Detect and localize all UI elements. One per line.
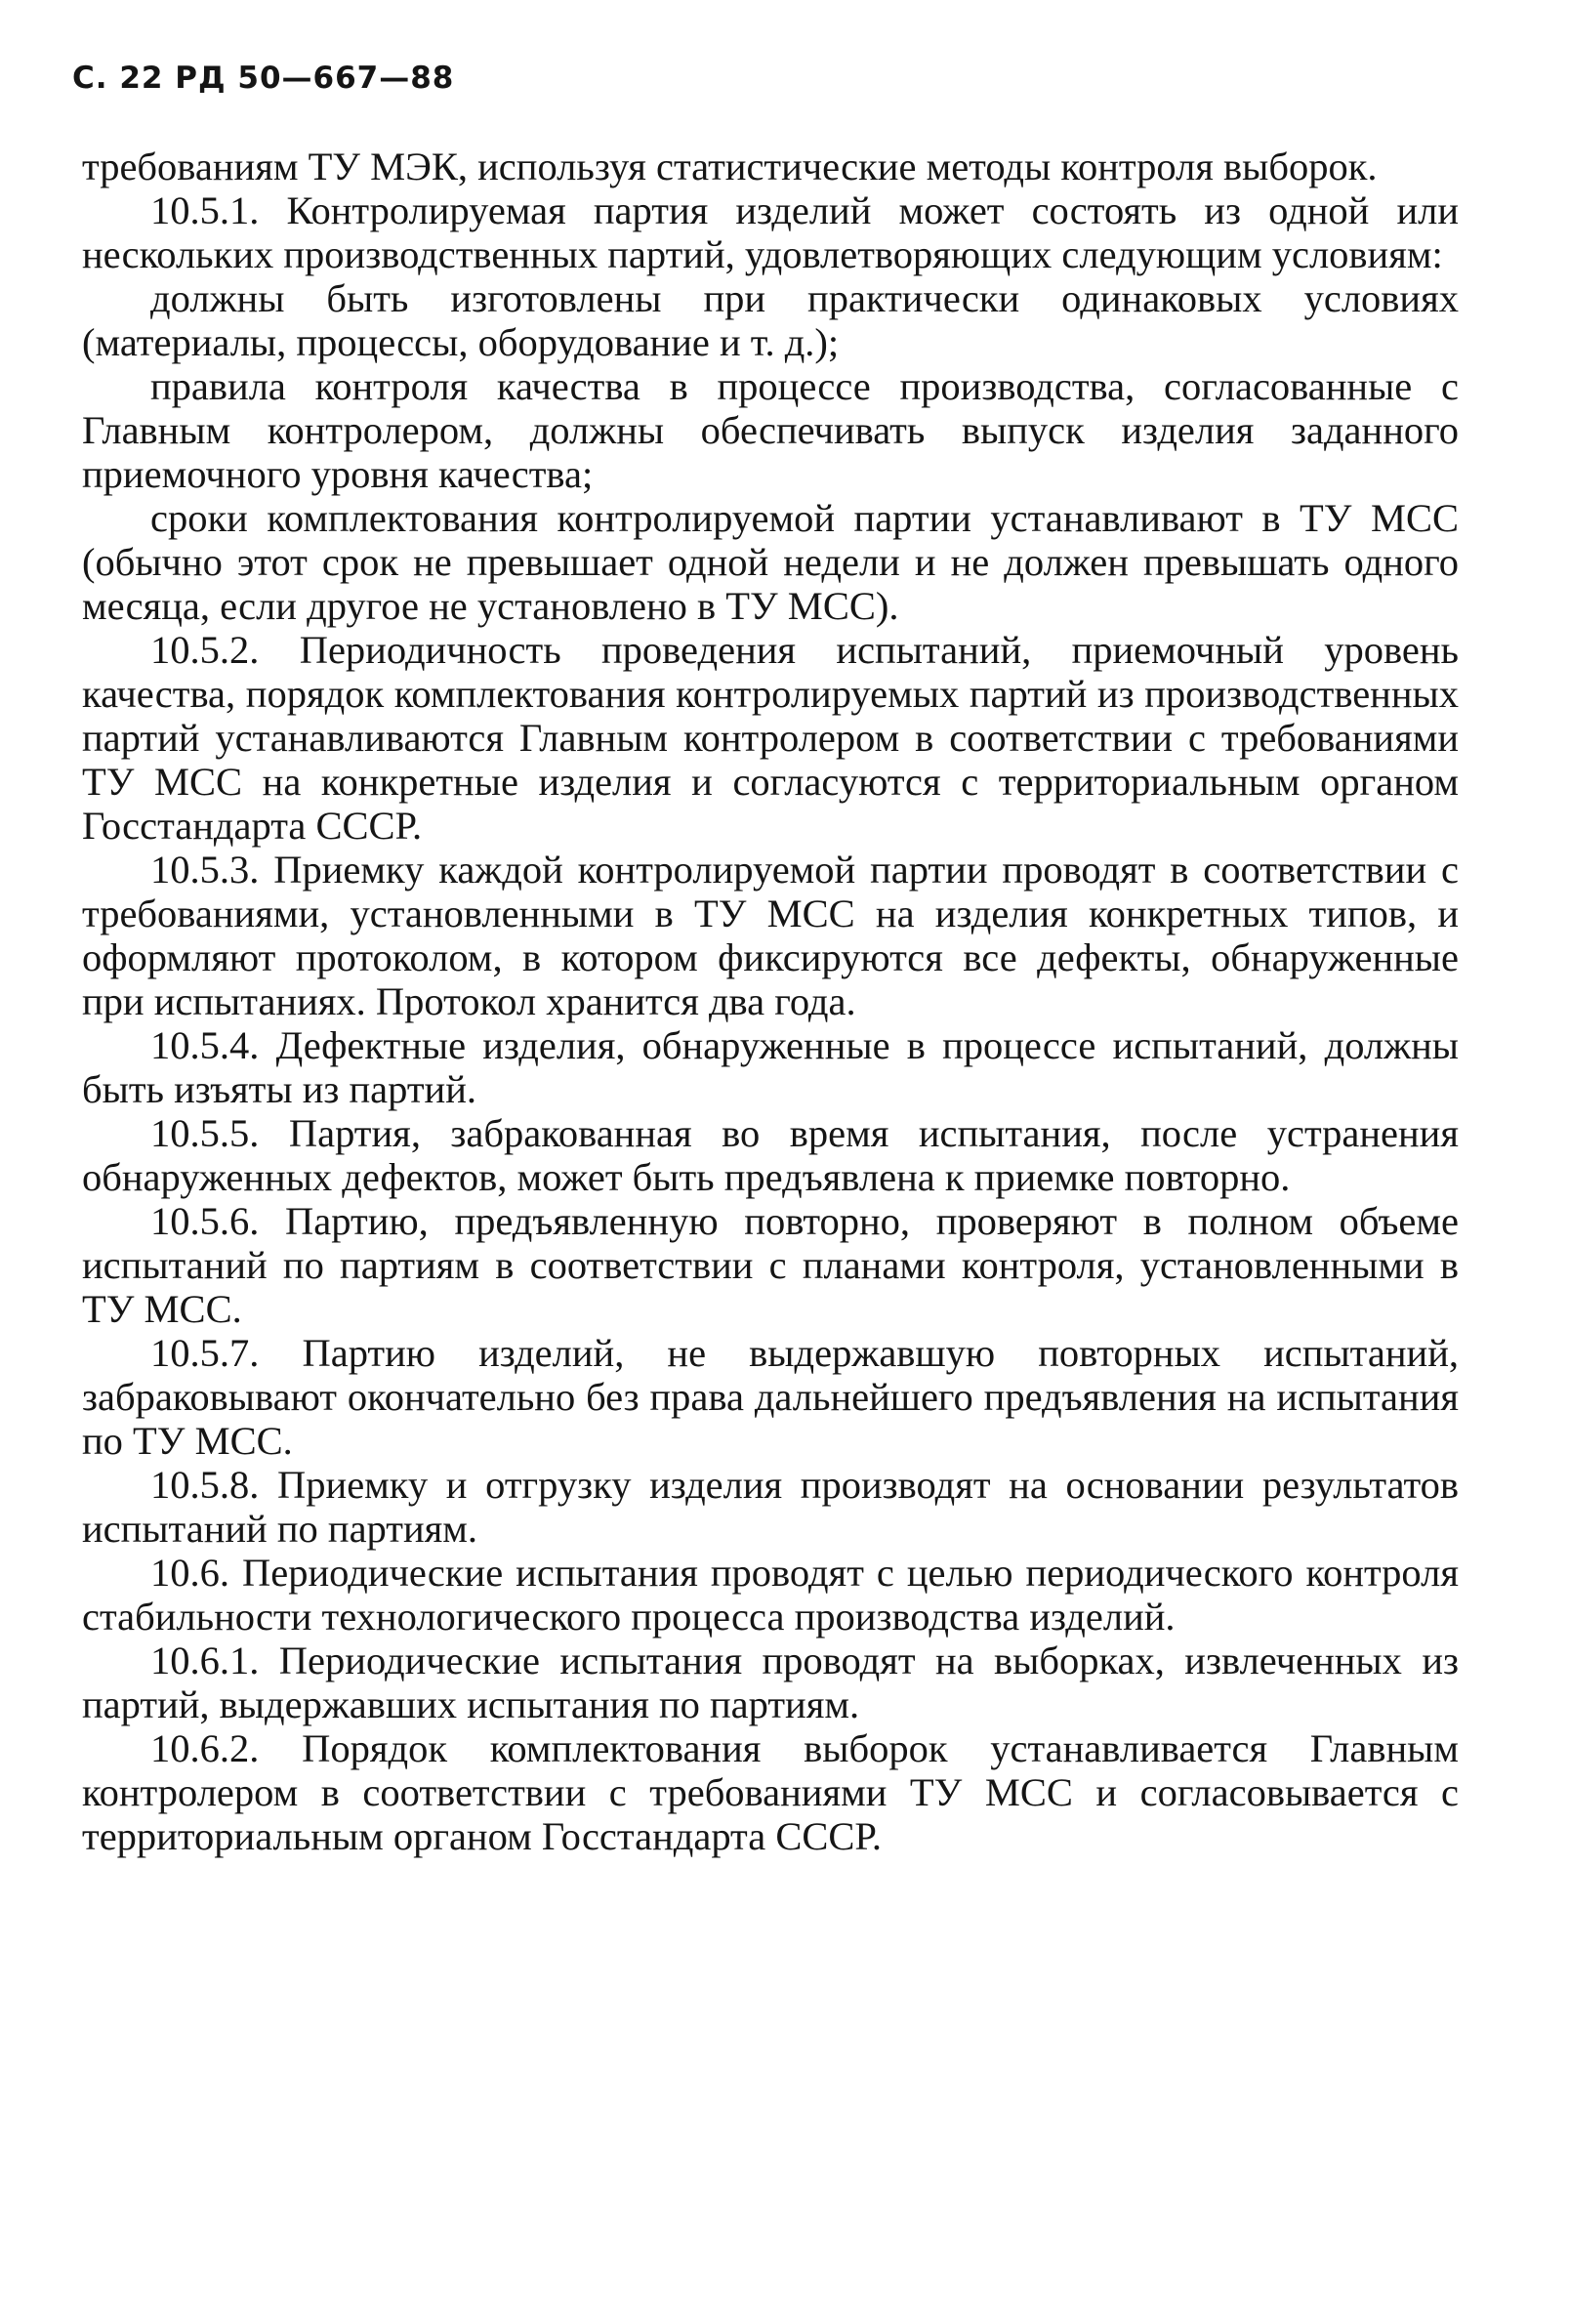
paragraph: сроки комплектования контролируемой партии устанавливают в ТУ МСС (обычно этот срок не превышает одной недели и не должен превышать одного месяца, если другое не установлено в ТУ МСС). bbox=[82, 496, 1459, 628]
paragraph: 10.5.1. Контролируемая партия изделий может состоять из одной или нескольких производственных партий, удовлетворяющих следующим условиям: bbox=[82, 188, 1459, 276]
paragraph: 10.6.2. Порядок комплектования выборок устанавливается Главным контролером в соответствии с требованиями ТУ МСС и согласовывается с территориальным органом Госстандарта СССР. bbox=[82, 1726, 1459, 1858]
paragraph: 10.6.1. Периодические испытания проводят на выборках, извлеченных из партий, выдержавших испытания по партиям. bbox=[82, 1639, 1459, 1726]
paragraph: должны быть изготовлены при практически одинаковых условиях (материалы, процессы, оборудование и т. д.); bbox=[82, 276, 1459, 364]
paragraph: 10.6. Периодические испытания проводят с целью периодического контроля стабильности технологического процесса производства изделий. bbox=[82, 1551, 1459, 1639]
paragraph: 10.5.6. Партию, предъявленную повторно, проверяют в полном объеме испытаний по партиям в соответствии с планами контроля, установленными в ТУ МСС. bbox=[82, 1199, 1459, 1331]
body-text bbox=[82, 145, 1459, 1858]
document-page bbox=[72, 61, 1459, 1858]
paragraph: 10.5.4. Дефектные изделия, обнаруженные в процессе испытаний, должны быть изъяты из партий. bbox=[82, 1023, 1459, 1111]
paragraph: 10.5.8. Приемку и отгрузку изделия производят на основании результатов испытаний по партиям. bbox=[82, 1463, 1459, 1551]
paragraph: 10.5.7. Партию изделий, не выдержавшую повторных испытаний, забраковывают окончательно без права дальнейшего предъявления на испытания по ТУ МСС. bbox=[82, 1331, 1459, 1463]
paragraph: 10.5.2. Периодичность проведения испытаний, приемочный уровень качества, порядок комплектования контролируемых партий из производственных партий устанавливаются Главным контролером в соответствии с требованиями ТУ МСС на конкретные изделия и согласуются с территориальным органом Госстандарта СССР. bbox=[82, 628, 1459, 848]
running-head: С. 22 РД 50—667—88 bbox=[72, 61, 455, 96]
paragraph: требованиям ТУ МЭК, используя статистические методы контроля выборок. bbox=[82, 145, 1378, 188]
paragraph: правила контроля качества в процессе производства, согласованные с Главным контролером, должны обеспечивать выпуск изделия заданного приемочного уровня качества; bbox=[82, 364, 1459, 496]
paragraph: 10.5.3. Приемку каждой контролируемой партии проводят в соответствии с требованиями, установленными в ТУ МСС на изделия конкретных типов, и оформляют протоколом, в котором фиксируются все дефекты, обнаруженные при испытаниях. Протокол хранится два года. bbox=[82, 848, 1459, 1023]
paragraph: 10.5.5. Партия, забракованная во время испытания, после устранения обнаруженных дефектов, может быть предъявлена к приемке повторно. bbox=[82, 1111, 1459, 1199]
